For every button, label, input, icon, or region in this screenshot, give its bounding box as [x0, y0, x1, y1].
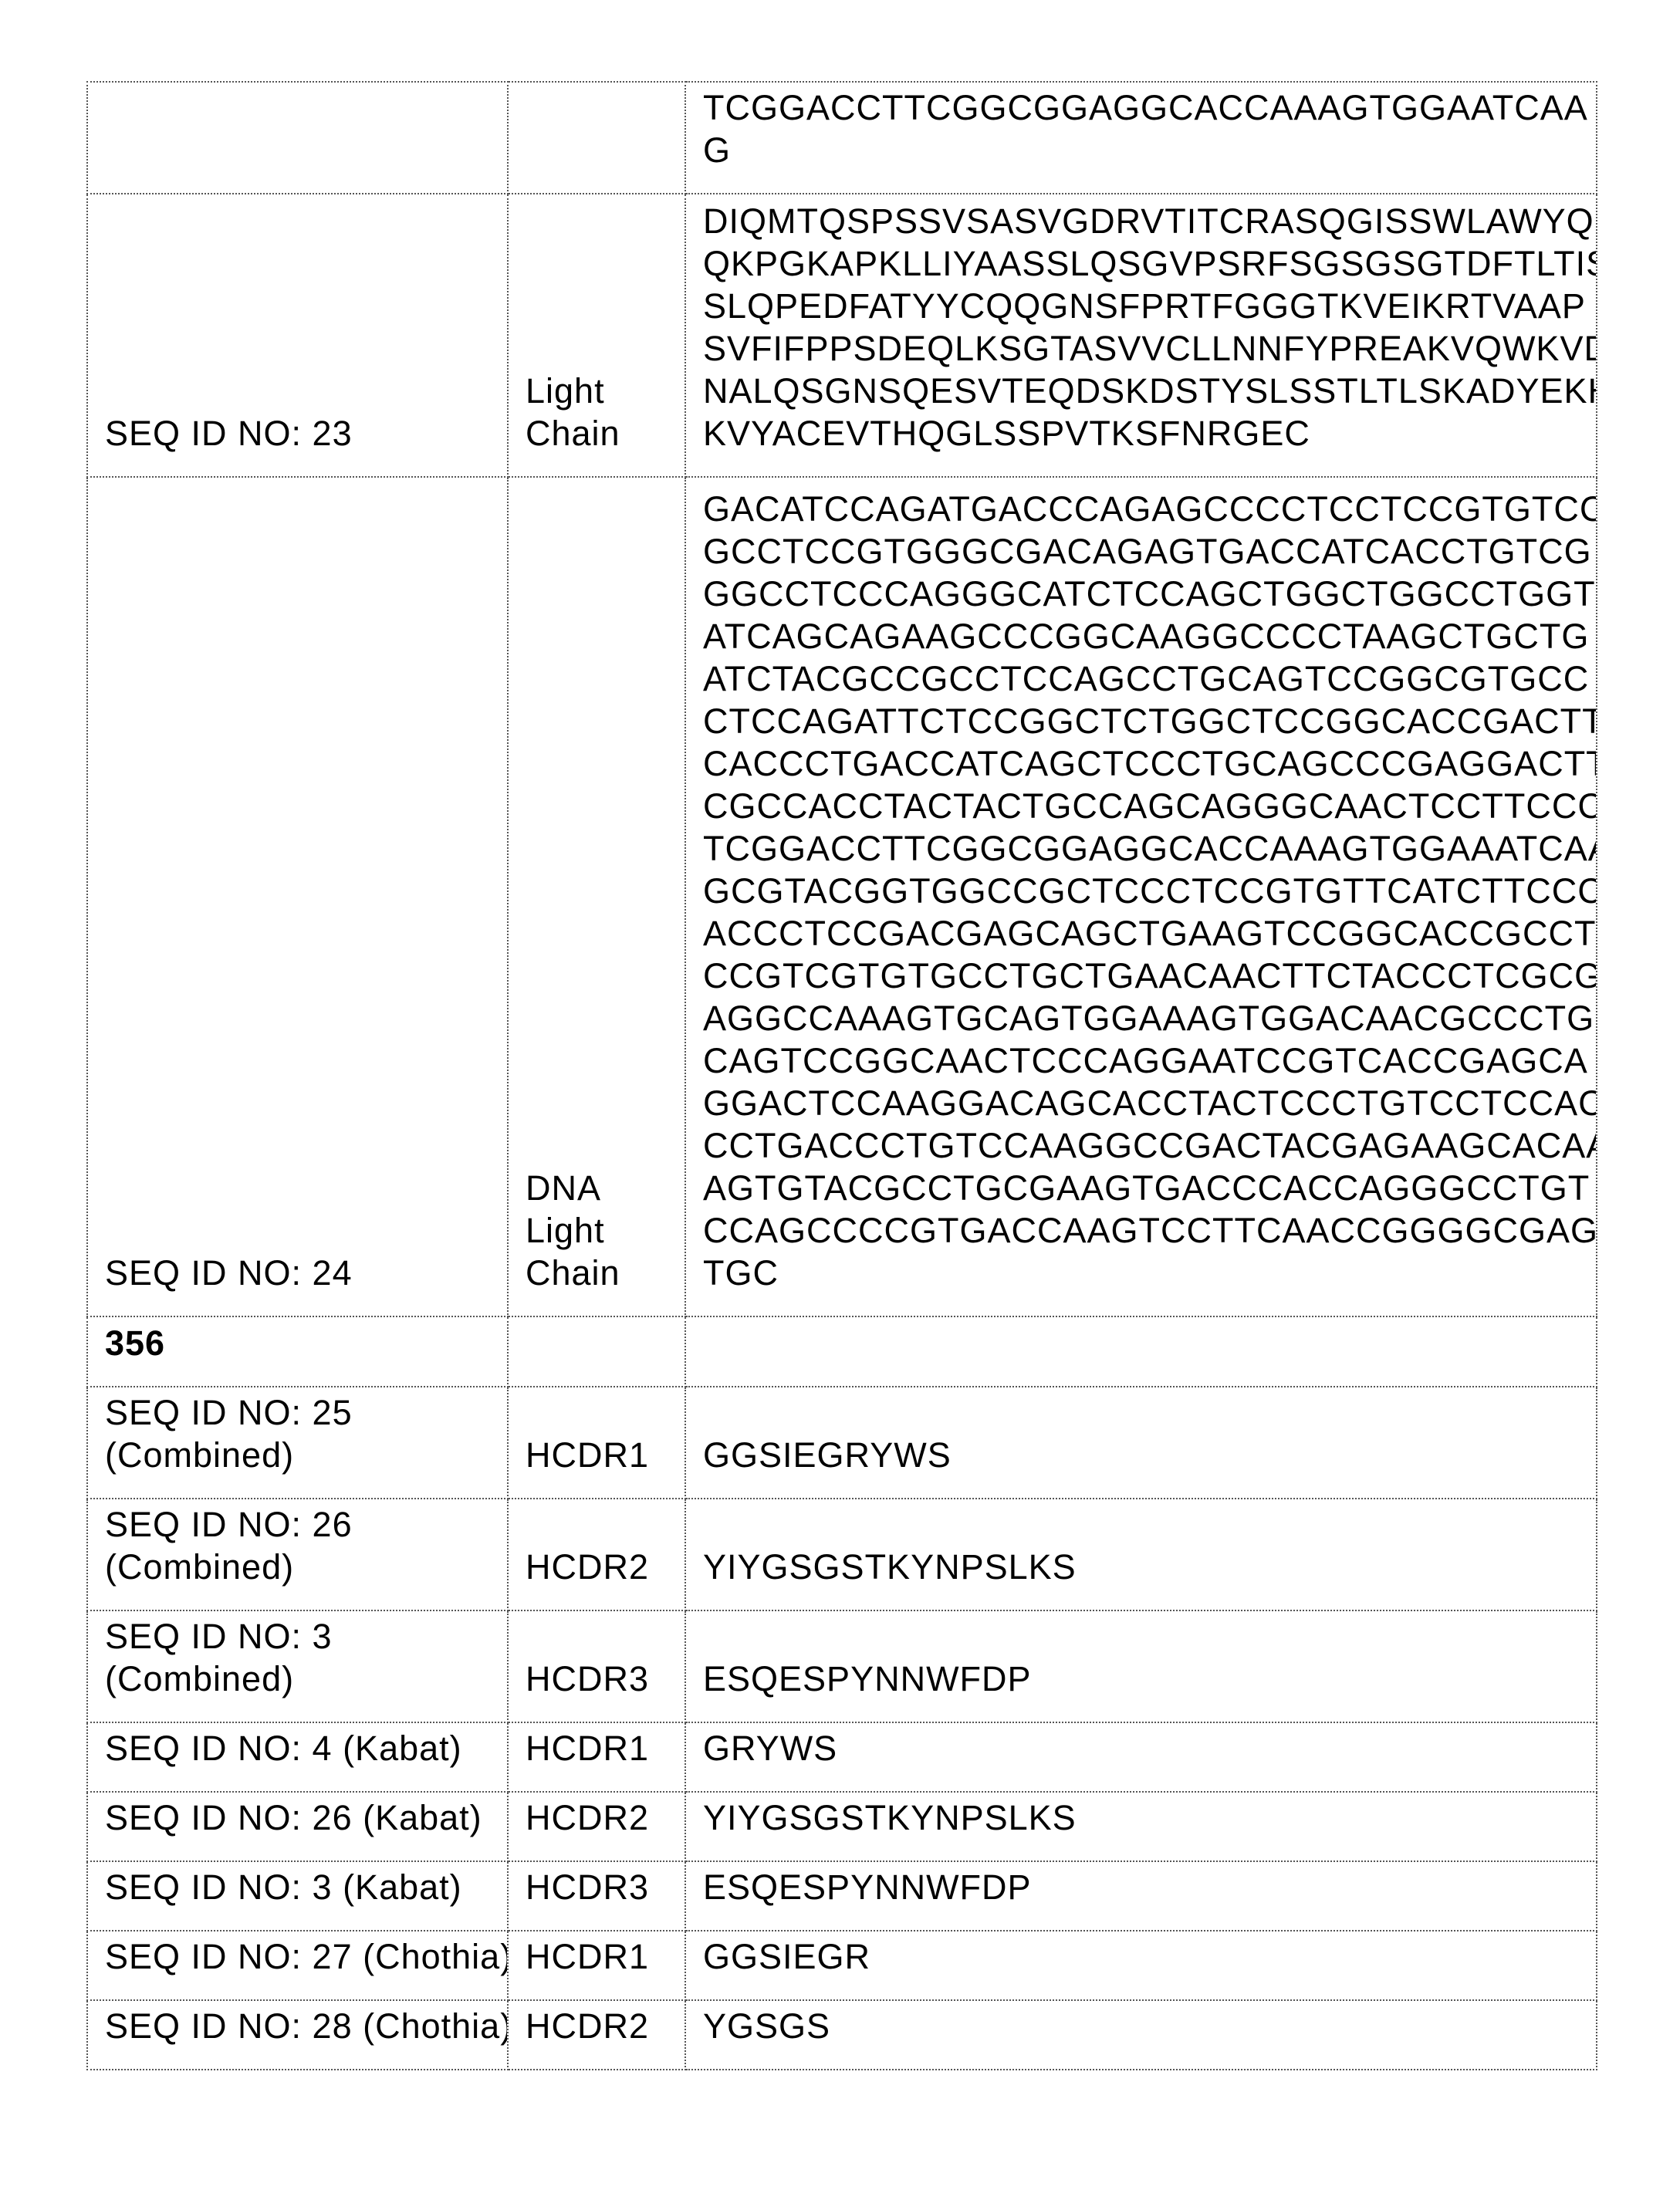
seq-id-cell: [87, 194, 508, 477]
sequence-line: TCGGACCTTCGGCGGAGGCACCAAAGTGGAATCAA: [703, 86, 1580, 129]
table-row: [87, 477, 1597, 1316]
seq-id-line: 356: [105, 1322, 492, 1364]
sequence-line: ATCTACGCCGCCTCCAGCCTGCAGTCCGGCGTGCC: [703, 657, 1580, 700]
sequence-line: CCTGACCCTGTCCAAGGCCGACTACGAGAAGCACAA: [703, 1124, 1580, 1167]
sequence-line: CCGTCGTGTGCCTGCTGAACAACTTCTACCCTCGCG: [703, 955, 1580, 997]
table-row: [87, 1792, 1597, 1861]
chain-type-line: HCDR2: [526, 2005, 669, 2047]
chain-type-line: Light: [526, 370, 669, 412]
sequence-cell: [685, 1316, 1597, 1387]
chain-type-cell: [508, 2000, 685, 2070]
table-row: [87, 1499, 1597, 1610]
sequence-line: TCGGACCTTCGGCGGAGGCACCAAAGTGGAAATCAA: [703, 827, 1580, 870]
chain-type-cell: [508, 1610, 685, 1722]
chain-type-cell: [508, 82, 685, 194]
seq-id-line: [105, 129, 492, 171]
sequence-line: SVFIFPPSDEQLKSGTASVVCLLNNFYPREAKVQWKVD: [703, 327, 1580, 370]
chain-type-cell: [508, 194, 685, 477]
seq-id-cell: [87, 1722, 508, 1792]
sequence-line: AGTGTACGCCTGCGAAGTGACCCACCAGGGCCTGT: [703, 1167, 1580, 1209]
chain-type-line: HCDR3: [526, 1866, 669, 1908]
sequence-line: ACCCTCCGACGAGCAGCTGAAGTCCGGCACCGCCT: [703, 912, 1580, 955]
sequence-line: GGCCTCCCAGGGCATCTCCAGCTGGCTGGCCTGGT: [703, 573, 1580, 615]
chain-type-line: [526, 129, 669, 171]
seq-id-cell: [87, 1931, 508, 2000]
seq-id-line: (Combined): [105, 1658, 492, 1700]
sequence-line: ESQESPYNNWFDP: [703, 1658, 1580, 1700]
chain-type-line: Chain: [526, 412, 669, 455]
sequence-line: CGCCACCTACTACTGCCAGCAGGGCAACTCCTTCCC: [703, 785, 1580, 827]
chain-type-cell: [508, 1722, 685, 1792]
chain-type-cell: [508, 1792, 685, 1861]
sequence-cell: [685, 1499, 1597, 1610]
chain-type-cell: [508, 1931, 685, 2000]
chain-type-line: HCDR1: [526, 1727, 669, 1769]
sequence-cell: [685, 1792, 1597, 1861]
sequence-line: GGSIEGR: [703, 1935, 1580, 1978]
chain-type-line: [526, 1322, 669, 1364]
table-row: [87, 1316, 1597, 1387]
sequence-line: ATCAGCAGAAGCCCGGCAAGGCCCCTAAGCTGCTG: [703, 615, 1580, 657]
sequence-line: CCAGCCCCGTGACCAAGTCCTTCAACCGGGGCGAG: [703, 1209, 1580, 1252]
table-row: [87, 194, 1597, 477]
sequence-cell: [685, 1931, 1597, 2000]
seq-id-cell: [87, 1792, 508, 1861]
sequence-line: QKPGKAPKLLIYAASSLQSGVPSRFSGSGSGTDFTLTIS: [703, 242, 1580, 285]
seq-id-cell: [87, 1610, 508, 1722]
chain-type-cell: [508, 1499, 685, 1610]
table-row: [87, 1861, 1597, 1931]
chain-type-line: HCDR1: [526, 1935, 669, 1978]
chain-type-cell: [508, 1316, 685, 1387]
seq-id-line: SEQ ID NO: 24: [105, 1252, 492, 1294]
table-row: [87, 1387, 1597, 1499]
chain-type-line: HCDR1: [526, 1434, 669, 1476]
sequence-cell: [685, 1861, 1597, 1931]
chain-type-cell: [508, 477, 685, 1316]
chain-type-line: Light: [526, 1209, 669, 1252]
sequence-cell: [685, 1722, 1597, 1792]
seq-id-cell: [87, 1316, 508, 1387]
sequence-line: GRYWS: [703, 1727, 1580, 1769]
sequence-line: CACCCTGACCATCAGCTCCCTGCAGCCCGAGGACTT: [703, 742, 1580, 785]
sequence-line: DIQMTQSPSSVSASVGDRVTITCRASQGISSWLAWYQ: [703, 200, 1580, 242]
table-row: [87, 2000, 1597, 2070]
sequence-line: KVYACEVTHQGLSSPVTKSFNRGEC: [703, 412, 1580, 455]
sequence-line: GGSIEGRYWS: [703, 1434, 1580, 1476]
chain-type-line: HCDR2: [526, 1796, 669, 1839]
seq-id-line: SEQ ID NO: 25: [105, 1391, 492, 1434]
sequence-line: GACATCCAGATGACCCAGAGCCCCTCCTCCGTGTCC: [703, 488, 1580, 530]
table-row: [87, 82, 1597, 194]
seq-id-line: SEQ ID NO: 3 (Kabat): [105, 1866, 492, 1908]
chain-type-cell: [508, 1861, 685, 1931]
sequence-line: YGSGS: [703, 2005, 1580, 2047]
sequence-line: YIYGSGSTKYNPSLKS: [703, 1796, 1580, 1839]
seq-id-line: (Combined): [105, 1434, 492, 1476]
sequence-cell: [685, 2000, 1597, 2070]
seq-id-line: SEQ ID NO: 28 (Chothia): [105, 2005, 492, 2047]
table-row: [87, 1722, 1597, 1792]
chain-type-line: HCDR2: [526, 1546, 669, 1588]
sequence-line: GGACTCCAAGGACAGCACCTACTCCCTGTCCTCCAC: [703, 1082, 1580, 1124]
sequence-cell: [685, 194, 1597, 477]
seq-id-cell: [87, 1861, 508, 1931]
seq-id-cell: [87, 2000, 508, 2070]
seq-id-line: (Combined): [105, 1546, 492, 1588]
chain-type-line: Chain: [526, 1252, 669, 1294]
sequence-line: YIYGSGSTKYNPSLKS: [703, 1546, 1580, 1588]
seq-id-cell: [87, 82, 508, 194]
seq-id-cell: [87, 1387, 508, 1499]
sequence-cell: [685, 82, 1597, 194]
seq-id-line: SEQ ID NO: 27 (Chothia): [105, 1935, 492, 1978]
sequence-line: G: [703, 129, 1580, 171]
sequence-cell: [685, 477, 1597, 1316]
sequence-line: CTCCAGATTCTCCGGCTCTGGCTCCGGCACCGACTT: [703, 700, 1580, 742]
sequence-cell: [685, 1610, 1597, 1722]
sequence-line: [703, 1322, 1580, 1364]
chain-type-line: DNA: [526, 1167, 669, 1209]
seq-id-cell: [87, 1499, 508, 1610]
sequence-cell: [685, 1387, 1597, 1499]
table-row: [87, 1931, 1597, 2000]
sequence-line: GCCTCCGTGGGCGACAGAGTGACCATCACCTGTCG: [703, 530, 1580, 573]
sequence-line: AGGCCAAAGTGCAGTGGAAAGTGGACAACGCCCTG: [703, 997, 1580, 1039]
sequence-line: GCGTACGGTGGCCGCTCCCTCCGTGTTCATCTTCCC: [703, 870, 1580, 912]
seq-id-line: SEQ ID NO: 26: [105, 1503, 492, 1546]
sequence-line: SLQPEDFATYYCQQGNSFPRTFGGGTKVEIKRTVAAP: [703, 285, 1580, 327]
sequence-line: NALQSGNSQESVTEQDSKDSTYSLSSTLTLSKADYEKH: [703, 370, 1580, 412]
chain-type-cell: [508, 1387, 685, 1499]
seq-id-line: SEQ ID NO: 23: [105, 412, 492, 455]
sequence-line: CAGTCCGGCAACTCCCAGGAATCCGTCACCGAGCA: [703, 1039, 1580, 1082]
seq-id-line: SEQ ID NO: 3: [105, 1615, 492, 1658]
seq-id-cell: [87, 477, 508, 1316]
seq-id-line: SEQ ID NO: 26 (Kabat): [105, 1796, 492, 1839]
chain-type-line: HCDR3: [526, 1658, 669, 1700]
seq-id-line: SEQ ID NO: 4 (Kabat): [105, 1727, 492, 1769]
sequence-table: [86, 81, 1597, 2070]
sequence-table-body: [87, 82, 1597, 2070]
sequence-line: ESQESPYNNWFDP: [703, 1866, 1580, 1908]
table-row: [87, 1610, 1597, 1722]
sequence-line: TGC: [703, 1252, 1580, 1294]
